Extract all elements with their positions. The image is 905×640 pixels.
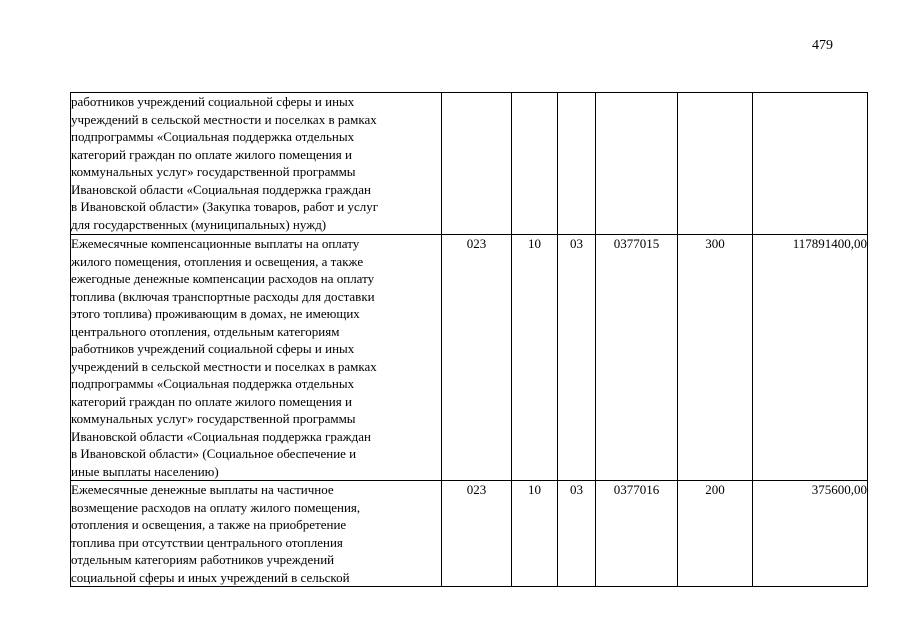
target-article-cell: 0377016 (596, 481, 678, 587)
description-text: Ежемесячные компенсационные выплаты на оплату жилого помещения, отопления и освещения, а также ежегодные денежные компенсации расходов на оплату топлива (включая транспортные расходы для доставки этого топлива) проживающим в домах, не имеющих центрального отопления, отдельным категориям работников учреждений социальной сферы и иных учреждений в сельской местности и поселках в рамках подпрограммы «Социальная поддержка отдельных категорий граждан по оплате жилого помещения и коммунальных услуг» государственной программы Ивановской области «Социальная поддержка граждан в Ивановской области» (Социальное обеспечение и иные выплаты населению) (71, 236, 377, 479)
section-code-cell: 10 (512, 235, 558, 481)
target-article-cell (596, 93, 678, 235)
table-row (71, 235, 868, 481)
description-text: работников учреждений социальной сферы и иных учреждений в сельской местности и поселках в рамках подпрограммы «Социальная поддержка отдельных категорий граждан по оплате жилого помещения и коммунальных услуг» государственной программы Ивановской области «Социальная поддержка граждан в Ивановской области» (Закупка товаров, работ и услуг для государственных (муниципальных) нужд) (71, 94, 379, 232)
description-cell (71, 481, 442, 587)
amount-cell: 117891400,00 (753, 235, 868, 481)
section-code-cell (512, 93, 558, 235)
ministry-code-cell: 023 (442, 481, 512, 587)
ministry-code-cell: 023 (442, 235, 512, 481)
description-text: Ежемесячные денежные выплаты на частичное возмещение расходов на оплату жилого помещения, отопления и освещения, а также на приобретение топлива при отсутствии центрального отопления отдельным категориям работников учреждений социальной сферы и иных учреждений в сельской (71, 482, 361, 585)
amount-cell (753, 93, 868, 235)
expense-type-cell: 200 (678, 481, 753, 587)
expense-type-cell: 300 (678, 235, 753, 481)
target-article-cell: 0377015 (596, 235, 678, 481)
expense-type-cell (678, 93, 753, 235)
subsection-code-cell (558, 93, 596, 235)
description-cell (71, 93, 442, 235)
description-cell (71, 235, 442, 481)
table-row (71, 93, 868, 235)
budget-table (70, 92, 868, 587)
section-code-cell: 10 (512, 481, 558, 587)
table-row (71, 481, 868, 587)
page-number: 479 (812, 38, 833, 53)
subsection-code-cell: 03 (558, 235, 596, 481)
subsection-code-cell: 03 (558, 481, 596, 587)
amount-cell: 375600,00 (753, 481, 868, 587)
ministry-code-cell (442, 93, 512, 235)
